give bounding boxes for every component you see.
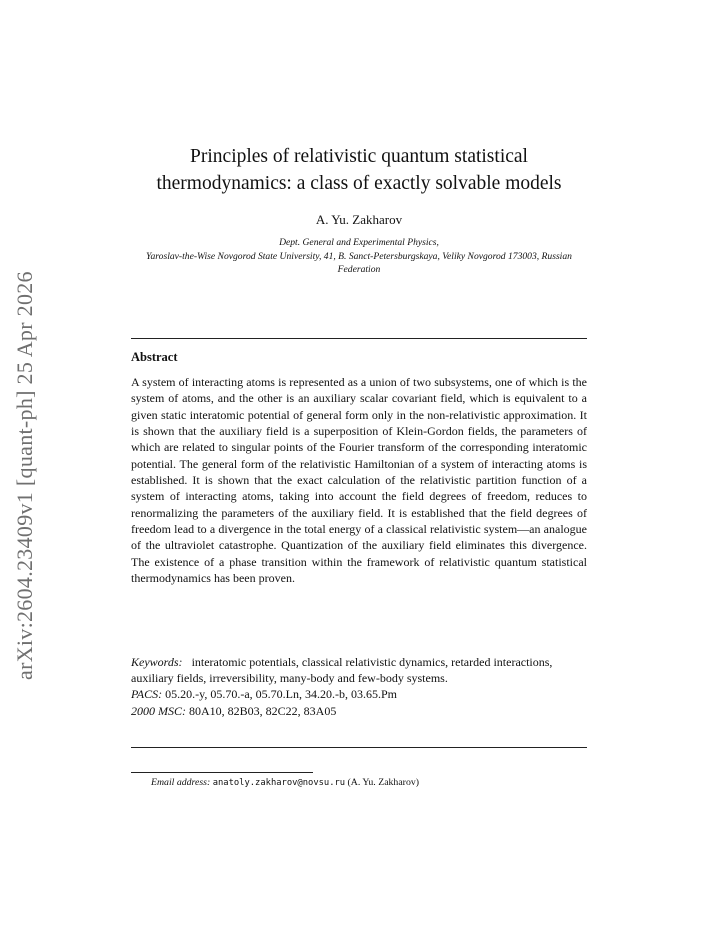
metadata-block [131, 654, 587, 719]
pacs-codes: 05.20.-y, 05.70.-a, 05.70.Ln, 34.20.-b, 03.65.Pm [165, 687, 397, 702]
paper-title [120, 143, 598, 197]
msc-label: 2000 MSC: [131, 703, 186, 718]
footnote-label: Email address: [151, 777, 211, 788]
keywords-label: Keywords: [131, 655, 183, 669]
affiliation-line-2: Yaroslav-the-Wise Novgorod State University, 41, B. Sanct-Petersburgskaya, Veliky Novgorod 173003, Russian Federation [146, 250, 572, 275]
keywords-line [131, 654, 587, 686]
keywords-text: interatomic potentials, classical relativistic dynamics, retarded interactions, auxiliary fields, irreversibility, many-body and few-body systems. [131, 655, 553, 686]
abstract-bottom-rule [131, 747, 587, 748]
affiliation-line-1: Dept. General and Experimental Physics, [279, 237, 439, 248]
footnote [151, 777, 419, 788]
msc-codes: 80A10, 82B03, 82C22, 83A05 [189, 703, 337, 718]
pacs-line [131, 686, 587, 702]
abstract-top-rule [131, 338, 587, 339]
footnote-rule [131, 772, 313, 773]
author-name: A. Yu. Zakharov [315, 212, 403, 227]
title-line-1: Principles of relativistic quantum statistical [190, 146, 528, 167]
email-link[interactable]: anatoly.zakharov@novsu.ru [212, 778, 346, 788]
title-line-2: thermodynamics: a class of exactly solvable models [156, 173, 562, 194]
pacs-label: PACS: [131, 687, 163, 702]
footnote-author: (A. Yu. Zakharov) [347, 777, 420, 788]
abstract-heading: Abstract [131, 350, 178, 364]
affiliation [140, 236, 578, 277]
abstract-text: A system of interacting atoms is represented as a union of two subsystems, one of which is the system of atoms, and the other is an auxiliary scalar covariant field, which is equivalent to a given static interatomic potential of general form only in the non-relativistic approximation. It is shown that the auxiliary field is a superposition of Klein-Gordon fields, the parameters of which are related to singular points of the Fourier transform of the corresponding interatomic potential. The general form of the relativistic Hamiltonian of a system of interacting atoms is established. It is shown that the exact calculation of the relativistic partition function of a system of interacting atoms, taking into account the field degrees of freedom, reduces to renormalizing the parameters of the auxiliary field. It is established that the field degrees of freedom lead to a divergence in the total energy of a classical relativistic system—an analogue of the ultraviolet catastrophe. Quantization of the auxiliary field eliminates this divergence. The existence of a phase transition within the framework of relativistic quantum statistical thermodynamics has been proven. [131, 375, 587, 586]
msc-line [131, 703, 587, 719]
arxiv-identifier: arXiv:2604.23409v1 [quant-ph] 25 Apr 2026 [12, 271, 37, 680]
